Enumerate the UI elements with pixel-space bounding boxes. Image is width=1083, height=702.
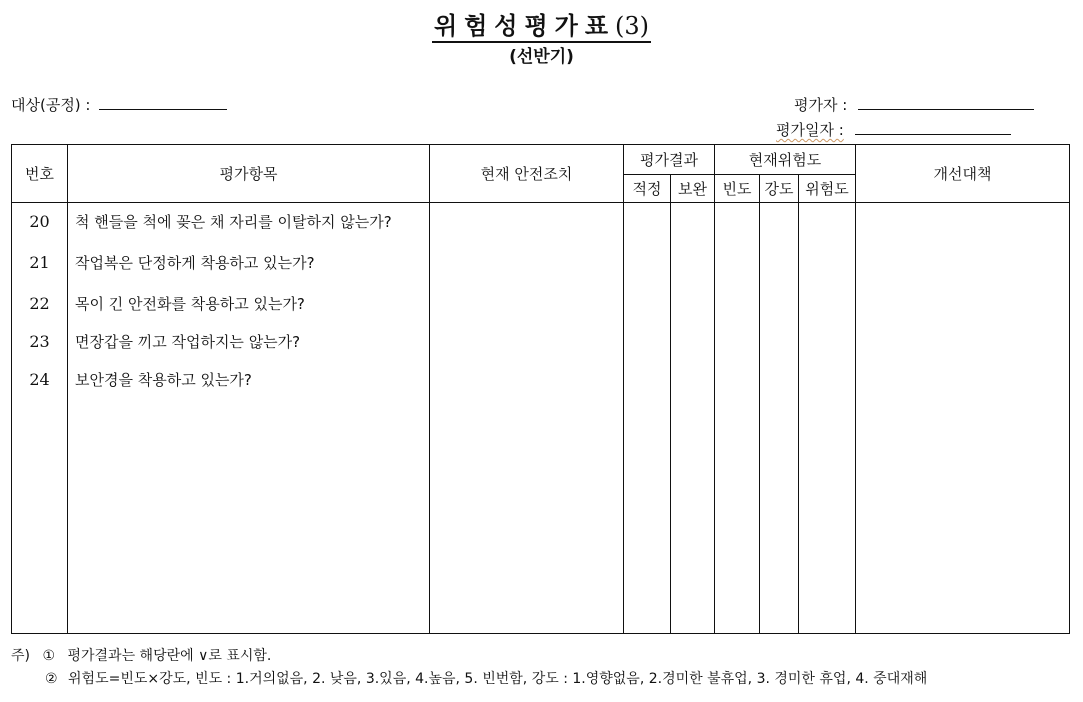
row-number: 24 <box>29 370 50 389</box>
header-result-ok: 적정 <box>624 175 671 203</box>
header-risk: 현재위험도 <box>715 145 856 175</box>
item-column <box>68 203 430 634</box>
page-subtitle: (선반기) <box>509 47 574 67</box>
header-frequency: 빈도 <box>715 175 760 203</box>
evaluation-table <box>11 144 1070 634</box>
header-result-supplement: 보완 <box>671 175 715 203</box>
header-result: 평가결과 <box>624 145 715 175</box>
row-number: 20 <box>29 212 50 231</box>
row-item: 보안경을 착용하고 있는가? <box>75 371 252 389</box>
note-1-text: 평가결과는 해당란에 ∨로 표시함. <box>67 648 272 664</box>
improvement-cell[interactable] <box>856 203 1070 634</box>
row-item: 면장갑을 끼고 작업하지는 않는가? <box>75 333 301 351</box>
header-improvement: 개선대책 <box>856 145 1070 203</box>
date-field <box>776 119 1011 140</box>
result-ok-cell[interactable] <box>624 203 671 634</box>
note-prefix: 주) <box>11 648 30 664</box>
row-number: 22 <box>29 294 50 313</box>
target-input-line[interactable] <box>99 95 227 110</box>
header-current-measures: 현재 안전조치 <box>430 145 624 203</box>
title-text: 위험성평가표 <box>433 12 616 40</box>
header-severity: 강도 <box>760 175 799 203</box>
frequency-cell[interactable] <box>715 203 760 634</box>
note-2-marker: ② <box>45 671 58 687</box>
header-risk-level: 위험도 <box>799 175 856 203</box>
evaluator-label: 평가자 : <box>794 96 848 114</box>
note-2 <box>45 668 927 688</box>
note-1 <box>11 645 271 665</box>
header-item: 평가항목 <box>68 145 430 203</box>
target-field <box>11 94 227 115</box>
date-label: 평가일자 : <box>776 121 844 139</box>
header-number: 번호 <box>12 145 68 203</box>
title-suffix: (3) <box>615 12 650 40</box>
result-supplement-cell[interactable] <box>671 203 715 634</box>
note-2-text: 위험도=빈도×강도, 빈도 : 1.거의없음, 2. 낮음, 3.있음, 4.높음, 5. 빈번함, 강도 : 1.영향없음, 2.경미한 불휴업, 3. 경미한 휴업, 4. 중대재해 <box>68 671 928 687</box>
row-item: 목이 긴 안전화를 착용하고 있는가? <box>75 295 305 313</box>
number-column <box>12 203 68 634</box>
row-item: 작업복은 단정하게 착용하고 있는가? <box>75 254 315 272</box>
row-number: 23 <box>29 332 50 351</box>
date-input-line[interactable] <box>855 120 1011 135</box>
note-1-marker: ① <box>42 648 56 664</box>
target-label: 대상(공정) : <box>11 96 91 114</box>
severity-cell[interactable] <box>760 203 799 634</box>
page-title <box>0 6 1083 41</box>
evaluator-input-line[interactable] <box>858 95 1034 110</box>
row-number: 21 <box>29 253 50 272</box>
current-measures-cell[interactable] <box>430 203 624 634</box>
row-item: 척 핸들을 척에 꽂은 채 자리를 이탈하지 않는가? <box>75 213 392 231</box>
risk-level-cell[interactable] <box>799 203 856 634</box>
evaluator-field <box>794 94 1034 115</box>
